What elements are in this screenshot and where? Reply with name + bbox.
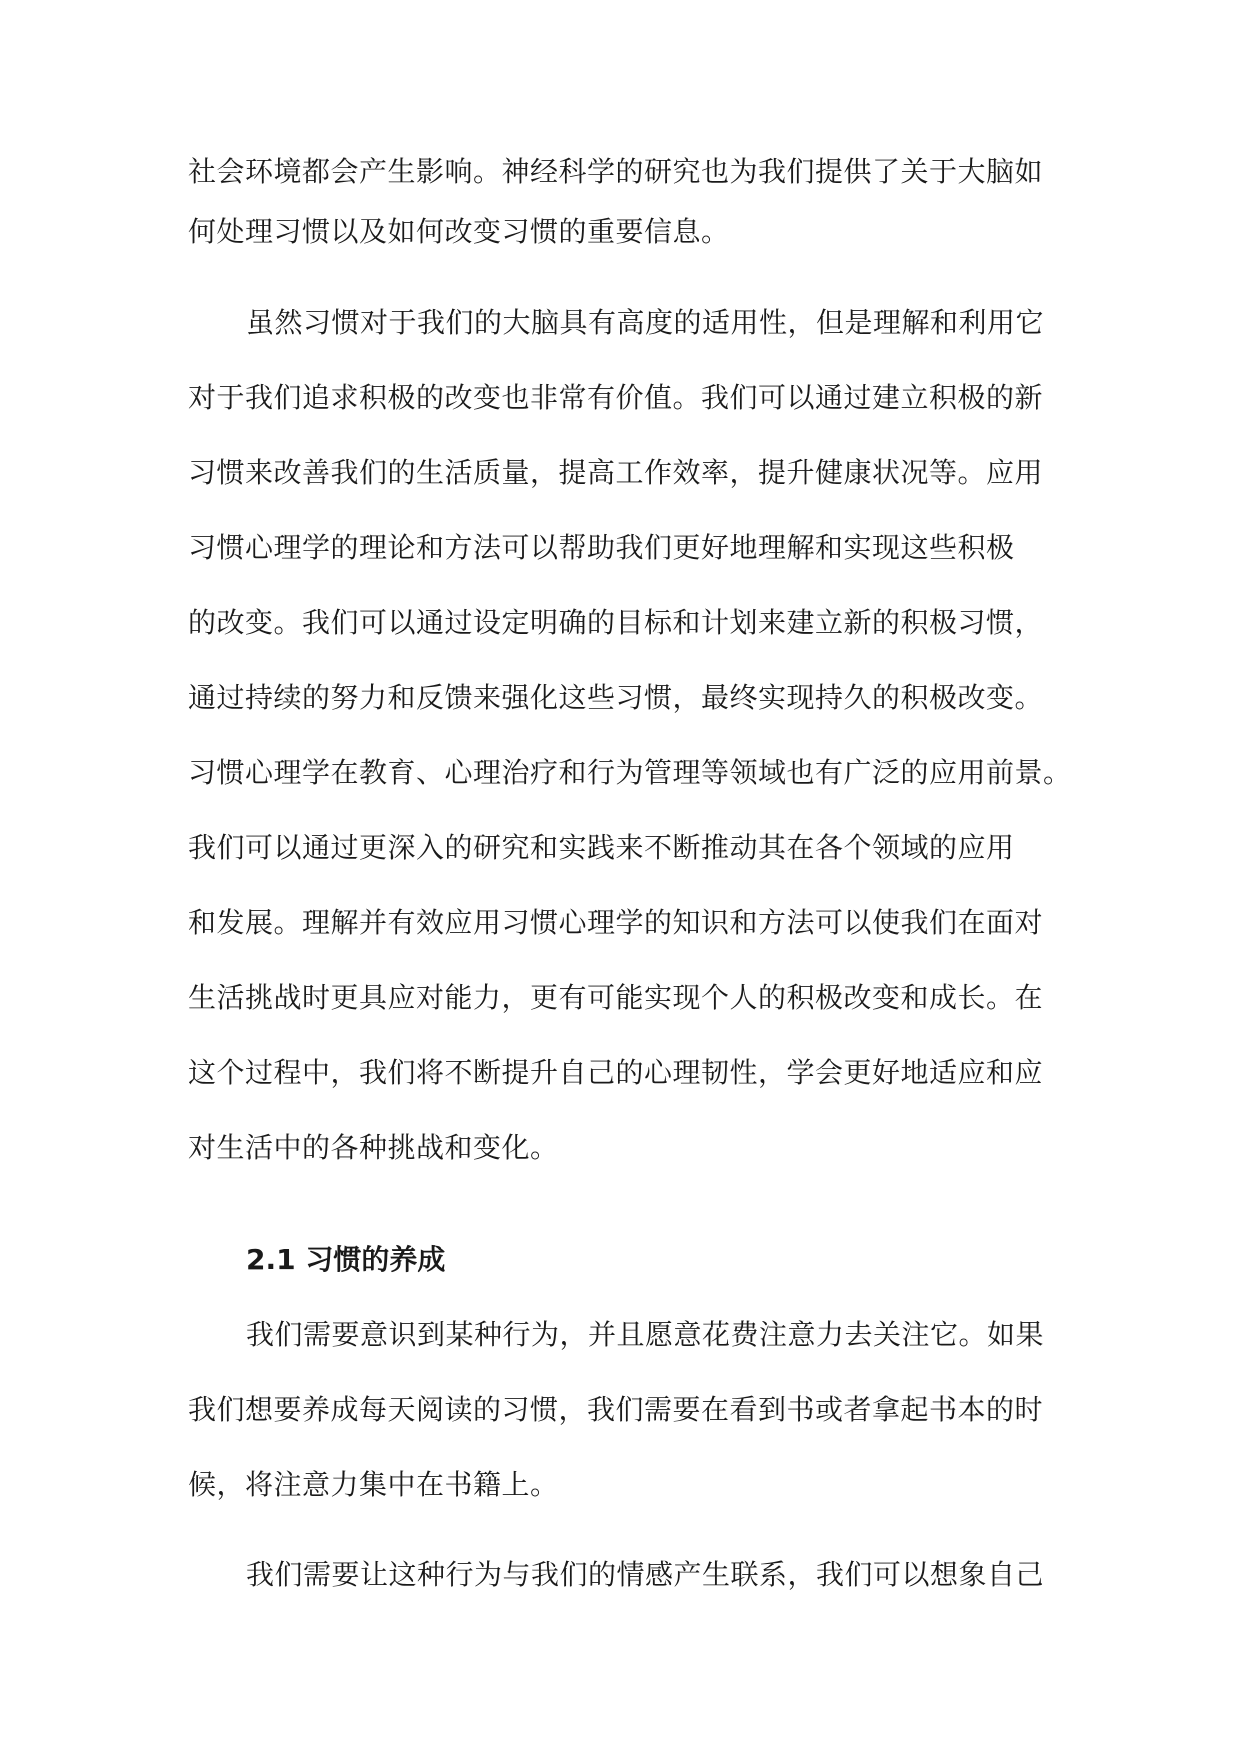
paragraph-line: 我们需要让这种行为与我们的情感产生联系，我们可以想象自己 bbox=[246, 1558, 1045, 1591]
paragraph-line: 这个过程中，我们将不断提升自己的心理韧性，学会更好地适应和应 bbox=[188, 1056, 1044, 1089]
paragraph-line: 生活挑战时更具应对能力，更有可能实现个人的积极改变和成长。在 bbox=[188, 981, 1044, 1014]
paragraph-line: 习惯心理学在教育、心理治疗和行为管理等领域也有广泛的应用前景。 bbox=[188, 756, 1072, 789]
section-heading: 2.1 习惯的养成 bbox=[246, 1243, 446, 1276]
paragraph-line: 我们需要意识到某种行为，并且愿意花费注意力去关注它。如果 bbox=[246, 1318, 1045, 1351]
paragraph-line: 的改变。我们可以通过设定明确的目标和计划来建立新的积极习惯， bbox=[188, 606, 1044, 639]
paragraph-line: 习惯心理学的理论和方法可以帮助我们更好地理解和实现这些积极 bbox=[188, 531, 1015, 564]
paragraph-line: 社会环境都会产生影响。神经科学的研究也为我们提供了关于大脑如 bbox=[188, 155, 1044, 188]
paragraph-line: 我们可以通过更深入的研究和实践来不断推动其在各个领域的应用 bbox=[188, 831, 1015, 864]
paragraph-line: 通过持续的努力和反馈来强化这些习惯，最终实现持久的积极改变。 bbox=[188, 681, 1044, 714]
paragraph-line: 习惯来改善我们的生活质量，提高工作效率，提升健康状况等。应用 bbox=[188, 456, 1044, 489]
paragraph-line: 虽然习惯对于我们的大脑具有高度的适用性，但是理解和利用它 bbox=[246, 306, 1045, 339]
paragraph-line: 候，将注意力集中在书籍上。 bbox=[188, 1468, 559, 1501]
paragraph-line: 我们想要养成每天阅读的习惯，我们需要在看到书或者拿起书本的时 bbox=[188, 1393, 1044, 1426]
paragraph-line: 对生活中的各种挑战和变化。 bbox=[188, 1131, 559, 1164]
paragraph-line: 和发展。理解并有效应用习惯心理学的知识和方法可以使我们在面对 bbox=[188, 906, 1044, 939]
paragraph-line: 对于我们追求积极的改变也非常有价值。我们可以通过建立积极的新 bbox=[188, 381, 1044, 414]
paragraph-line: 何处理习惯以及如何改变习惯的重要信息。 bbox=[188, 215, 730, 248]
